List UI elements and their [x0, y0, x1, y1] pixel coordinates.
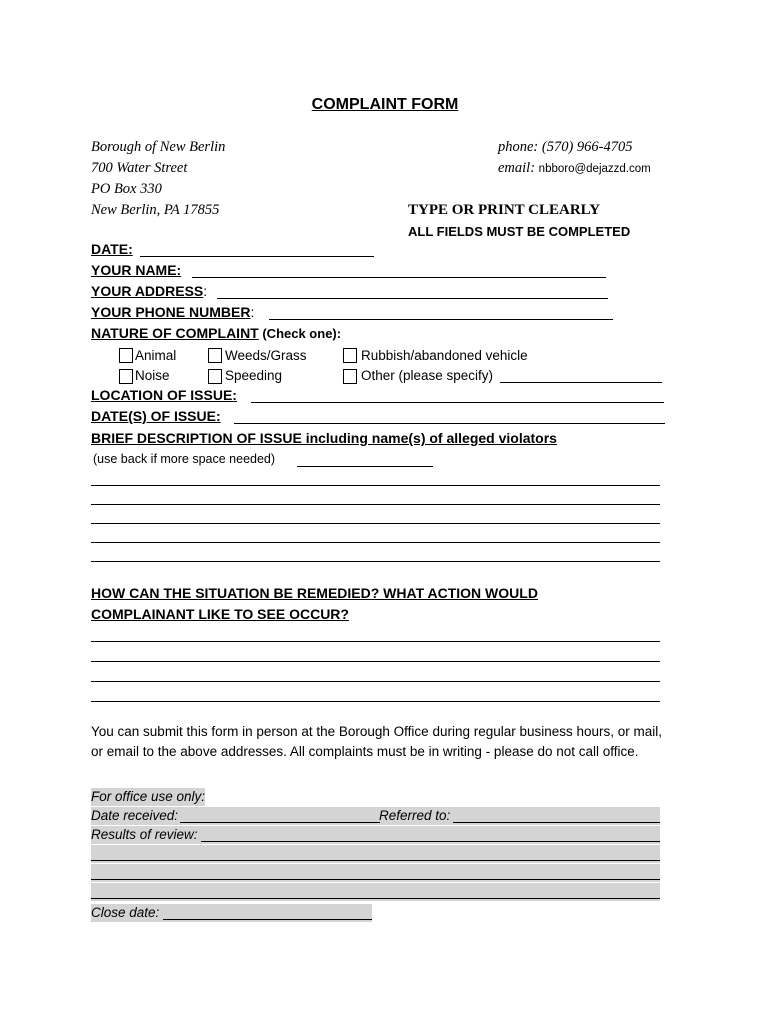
remedy-line[interactable]: [91, 641, 660, 642]
rubbish-option-label: Rubbish/abandoned vehicle: [361, 348, 528, 363]
date-received-row: [91, 807, 660, 825]
your-address-field[interactable]: [217, 298, 608, 299]
weeds-option-label: Weeds/Grass: [225, 348, 307, 363]
close-date-row: [91, 904, 372, 922]
other-checkbox[interactable]: [343, 369, 357, 384]
office-use-header: For office use only:: [91, 789, 206, 804]
nature-of-complaint-label: NATURE OF COMPLAINT (Check one):: [91, 325, 342, 341]
weeds-checkbox[interactable]: [208, 348, 222, 363]
referred-to-label: Referred to:: [379, 808, 451, 823]
your-name-field[interactable]: [192, 277, 606, 278]
date-field[interactable]: [140, 256, 374, 257]
animal-checkbox[interactable]: [119, 348, 133, 363]
animal-option-label: Animal: [135, 348, 177, 363]
description-line[interactable]: [91, 485, 660, 486]
submission-text-line-2: or email to the above addresses. All complaints must be in writing - please do not call office.: [91, 744, 639, 759]
results-line[interactable]: [91, 883, 660, 901]
referred-to-field[interactable]: [453, 822, 660, 823]
noise-checkbox[interactable]: [119, 369, 133, 384]
all-fields-notice: ALL FIELDS MUST BE COMPLETED: [408, 224, 631, 239]
dates-of-issue-field[interactable]: [234, 423, 665, 424]
dates-of-issue-label: DATE(S) OF ISSUE:: [91, 408, 221, 424]
brief-description-label: BRIEF DESCRIPTION OF ISSUE including name(s) of alleged violators: [91, 430, 557, 446]
other-option-label: Other (please specify): [361, 368, 494, 383]
remedy-question-line-1: HOW CAN THE SITUATION BE REMEDIED? WHAT ACTION WOULD: [91, 585, 538, 601]
results-line[interactable]: [91, 845, 660, 863]
phone-text: phone: (570) 966-4705: [498, 139, 633, 155]
close-date-label: Close date:: [91, 905, 160, 920]
results-label: Results of review:: [91, 827, 198, 842]
description-line[interactable]: [91, 561, 660, 562]
your-address-label: YOUR ADDRESS:: [91, 283, 208, 299]
date-label: DATE:: [91, 241, 133, 257]
date-received-label: Date received:: [91, 808, 179, 823]
your-phone-label: YOUR PHONE NUMBER:: [91, 304, 255, 320]
address-line-2: 700 Water Street: [91, 160, 188, 176]
email-label: email:: [498, 160, 536, 176]
other-specify-field[interactable]: [500, 382, 662, 383]
date-received-field[interactable]: [180, 822, 380, 823]
use-back-hint: (use back if more space needed): [93, 452, 276, 466]
noise-option-label: Noise: [135, 368, 170, 383]
description-line[interactable]: [91, 523, 660, 524]
address-line-3: PO Box 330: [91, 181, 162, 197]
email-value: nbboro@dejazzd.com: [538, 163, 651, 175]
remedy-line[interactable]: [91, 701, 660, 702]
description-line[interactable]: [91, 542, 660, 543]
results-field[interactable]: [201, 841, 660, 842]
results-line[interactable]: [91, 864, 660, 882]
results-row: [91, 826, 660, 844]
email-row: [498, 160, 651, 177]
your-phone-field[interactable]: [269, 319, 613, 320]
description-line[interactable]: [91, 504, 660, 505]
address-line-4: New Berlin, PA 17855: [91, 202, 220, 218]
location-field[interactable]: [251, 402, 664, 403]
type-or-print-notice: TYPE OR PRINT CLEARLY: [408, 202, 601, 218]
location-label: LOCATION OF ISSUE:: [91, 387, 237, 403]
address-line-1: Borough of New Berlin: [91, 139, 226, 155]
speeding-checkbox[interactable]: [208, 369, 222, 384]
submission-text-line-1: You can submit this form in person at the Borough Office during regular business hours, or mail,: [91, 724, 663, 739]
remedy-question-line-2: COMPLAINANT LIKE TO SEE OCCUR?: [91, 606, 349, 622]
speeding-option-label: Speeding: [225, 368, 283, 383]
page-title: COMPLAINT FORM: [311, 96, 459, 113]
your-name-label: YOUR NAME:: [91, 262, 182, 278]
remedy-line[interactable]: [91, 661, 660, 662]
rubbish-checkbox[interactable]: [343, 348, 357, 363]
close-date-field[interactable]: [163, 919, 372, 920]
remedy-line[interactable]: [91, 681, 660, 682]
description-line-0[interactable]: [297, 466, 433, 467]
